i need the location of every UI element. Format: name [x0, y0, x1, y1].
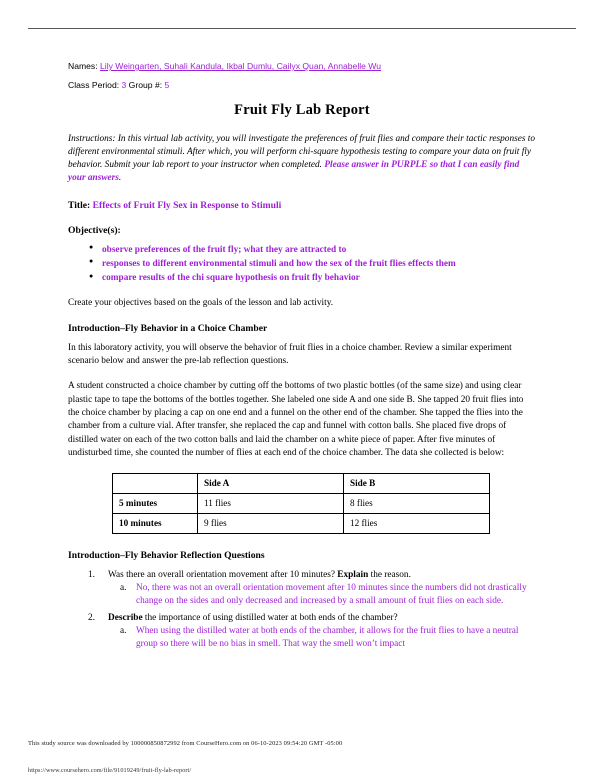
question-text	[108, 612, 536, 625]
introduction-paragraph-1: In this laboratory activity, you will observe the behavior of fruit flies in a choice chamber. Review a similar experiment scenario below and answer the pre-lab reflection questions.	[68, 342, 512, 366]
question-text	[108, 569, 536, 582]
class-period-line	[68, 79, 536, 91]
class-period-label: Class Period:	[68, 80, 120, 91]
instructions-trailing-period: .	[118, 173, 122, 184]
table-column-header-side-b: Side B	[344, 473, 490, 493]
lab-title-label: Title:	[68, 199, 91, 211]
group-label: Group #:	[128, 80, 163, 91]
question-1-bold-word: Explain	[337, 569, 369, 580]
reflection-question-2	[108, 612, 536, 652]
introduction-paragraph-2: A student constructed a choice chamber by cutting off the bottoms of two plastic bottles (of the same size) and using clear plastic tape to tape the bottoms of the bottles together. She labeled one side A and one side B. She tapped 20 fruit flies into the choice chamber by placing a cap on one end and a funnel on the other end of the chamber. She tapped the flies into the chamber from a culture vial. After transfer, she replaced the cap and funnel with cotton balls. She placed five drops of distilled water on each of the two cotton balls and laid the chamber on a white piece of paper. After five minutes of undisturbed time, she counted the number of flies at each end of the choice chamber. The data she collected is below:	[68, 381, 524, 459]
table-row	[113, 493, 490, 513]
list-item: ● compare results of the chi square hypothesis on fruit fly behavior	[102, 272, 536, 285]
table-cell: 8 flies	[344, 493, 490, 513]
choice-chamber-data-table	[112, 473, 490, 534]
answers-list	[108, 625, 536, 652]
table-corner-cell	[113, 473, 198, 493]
table-cell: 11 flies	[198, 493, 344, 513]
names-value: Lily Weingarten, Suhali Kandula, Ikbal Dumlu, Cailyx Quan, Annabelle Wu	[100, 61, 382, 71]
question-1-text-after: the reason.	[368, 569, 411, 580]
page-title: Fruit Fly Lab Report	[234, 101, 370, 118]
names-label: Names:	[68, 61, 98, 71]
instructions-purple-note: Please answer in PURPLE so that I can easily find your answers	[68, 160, 520, 184]
list-item: ● responses to different environmental stimuli and how the sex of the fruit flies effects them	[102, 258, 536, 271]
lab-title-row	[68, 200, 536, 211]
answers-list	[108, 582, 536, 609]
lab-title-value: Effects of Fruit Fly Sex in Response to Stimuli	[92, 199, 282, 211]
introduction-heading: Introduction–Fly Behavior in a Choice Chamber	[68, 322, 268, 334]
objectives-list	[68, 244, 536, 286]
objectives-note: Create your objectives based on the goals of the lesson and lab activity.	[68, 298, 334, 309]
reflection-question-1	[108, 569, 536, 609]
table-header-row	[113, 473, 490, 493]
answer-text: When using the distilled water at both ends of the chamber, it allows for the fruit flies to have a neutral group so there will be no bias in smell. That way the smell won’t impact	[136, 626, 519, 650]
class-period-value: 3	[121, 80, 127, 91]
objectives-heading: Objective(s):	[68, 224, 121, 236]
question-2-bold-word: Describe	[108, 612, 143, 623]
question-2-text-after: the importance of using distilled water at both ends of the chamber?	[142, 612, 398, 623]
download-notice: This study source was downloaded by 100000850872992 from CourseHero.com on 06-10-2023 09:54:20 GMT -05:00	[28, 740, 343, 747]
instructions-paragraph	[68, 133, 536, 186]
instructions-black-text: Instructions: In this virtual lab activity, you will investigate the preferences of fruit flies and compare their tactic responses to different environmental stimuli. After which, you will perform chi-square hypothesis testing to compare your data on fruit fly behavior. Submit your lab report to your instructor when completed.	[68, 133, 536, 171]
document-content	[68, 60, 536, 655]
table-column-header-side-a: Side A	[198, 473, 344, 493]
table-row-label-5-minutes: 5 minutes	[113, 493, 198, 513]
table-cell: 12 flies	[344, 513, 490, 533]
source-url: https://www.coursehero.com/file/91019249/fruit-fly-lab-report/	[28, 767, 192, 774]
table-row	[113, 513, 490, 533]
question-1-text-before: Was there an overall orientation movement after 10 minutes?	[108, 569, 338, 580]
page-bottom-clip	[0, 700, 602, 718]
table-cell: 9 flies	[198, 513, 344, 533]
group-value: 5	[164, 80, 170, 91]
reflection-heading: Introduction–Fly Behavior Reflection Questions	[68, 549, 265, 561]
table-row-label-10-minutes: 10 minutes	[113, 513, 198, 533]
top-divider-rule	[28, 28, 576, 29]
names-line	[68, 60, 536, 72]
reflection-questions-list	[68, 569, 536, 652]
answer-text: No, there was not an overall orientation movement after 10 minutes since the numbers did not drastically change on the sides and only decreased and increased by a small amount of fruit flies on each side.	[136, 582, 527, 607]
list-item: ● observe preferences of the fruit fly; what they are attracted to	[102, 244, 536, 257]
